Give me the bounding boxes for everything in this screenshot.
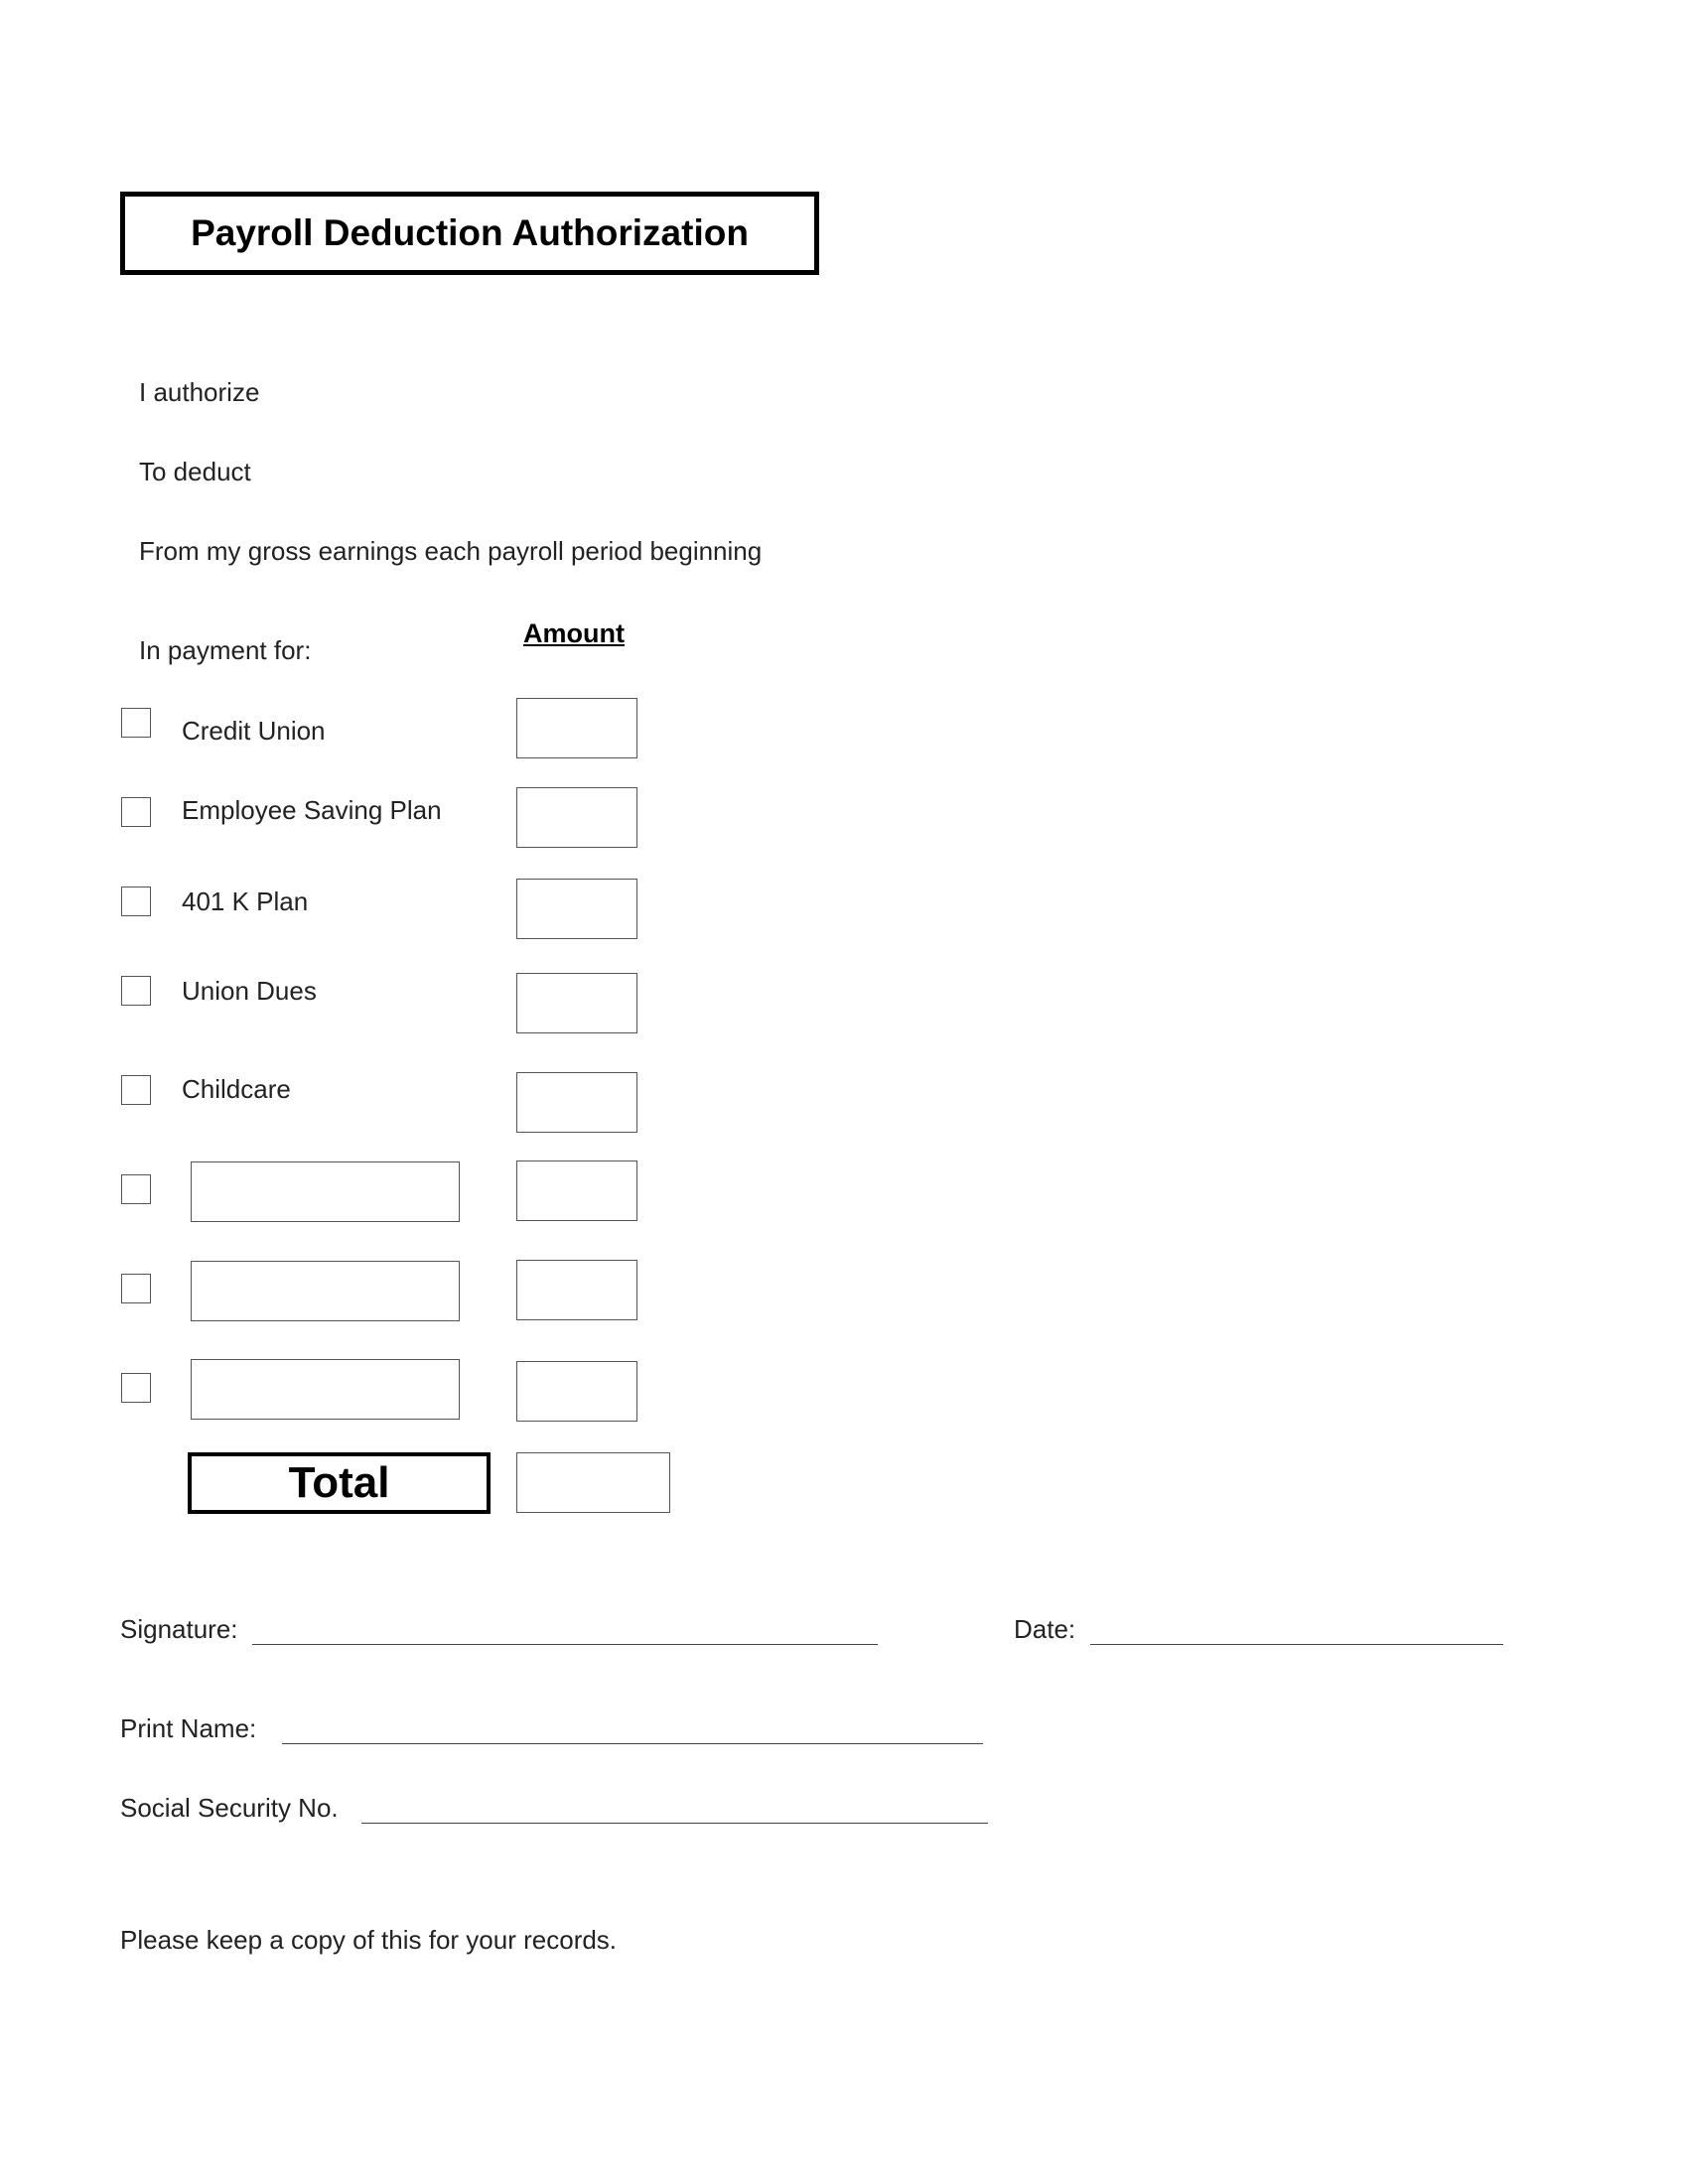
other-1-description[interactable] — [191, 1161, 460, 1222]
authorize-text: I authorize — [139, 377, 260, 407]
payment-for-text: In payment for: — [139, 635, 312, 665]
credit-union-label: Credit Union — [182, 716, 326, 746]
credit-union-checkbox[interactable] — [121, 708, 151, 738]
childcare-checkbox[interactable] — [121, 1075, 151, 1105]
employee-saving-plan-label: Employee Saving Plan — [182, 795, 442, 825]
other-2-description[interactable] — [191, 1261, 460, 1321]
print-name-line[interactable] — [282, 1743, 983, 1744]
signature-label: Signature: — [120, 1614, 238, 1644]
union-dues-label: Union Dues — [182, 976, 317, 1006]
signature-line[interactable] — [252, 1644, 878, 1645]
401k-plan-amount[interactable] — [516, 879, 637, 939]
other-2-checkbox[interactable] — [121, 1274, 151, 1303]
date-line[interactable] — [1090, 1644, 1503, 1645]
gross-earnings-text: From my gross earnings each payroll period beginning — [139, 536, 763, 566]
union-dues-checkbox[interactable] — [121, 976, 151, 1006]
union-dues-amount[interactable] — [516, 973, 637, 1033]
other-3-checkbox[interactable] — [121, 1373, 151, 1403]
ssn-label: Social Security No. — [120, 1793, 339, 1823]
childcare-amount[interactable] — [516, 1072, 637, 1133]
total-amount[interactable] — [516, 1452, 670, 1513]
childcare-label: Childcare — [182, 1074, 291, 1104]
footer-note: Please keep a copy of this for your records. — [120, 1925, 618, 1955]
amount-header: Amount — [523, 618, 625, 648]
employee-saving-plan-checkbox[interactable] — [121, 797, 151, 827]
employee-saving-plan-amount[interactable] — [516, 787, 637, 848]
other-3-description[interactable] — [191, 1359, 460, 1420]
other-1-checkbox[interactable] — [121, 1174, 151, 1204]
deduct-text: To deduct — [139, 457, 251, 486]
other-3-amount[interactable] — [516, 1361, 637, 1422]
credit-union-amount[interactable] — [516, 698, 637, 758]
401k-plan-label: 401 K Plan — [182, 887, 309, 916]
other-1-amount[interactable] — [516, 1160, 637, 1221]
total-label: Total — [188, 1452, 491, 1514]
other-2-amount[interactable] — [516, 1260, 637, 1320]
401k-plan-checkbox[interactable] — [121, 887, 151, 916]
form-title: Payroll Deduction Authorization — [120, 192, 819, 275]
ssn-line[interactable] — [361, 1823, 988, 1824]
print-name-label: Print Name: — [120, 1713, 257, 1743]
date-label: Date: — [1014, 1614, 1076, 1644]
